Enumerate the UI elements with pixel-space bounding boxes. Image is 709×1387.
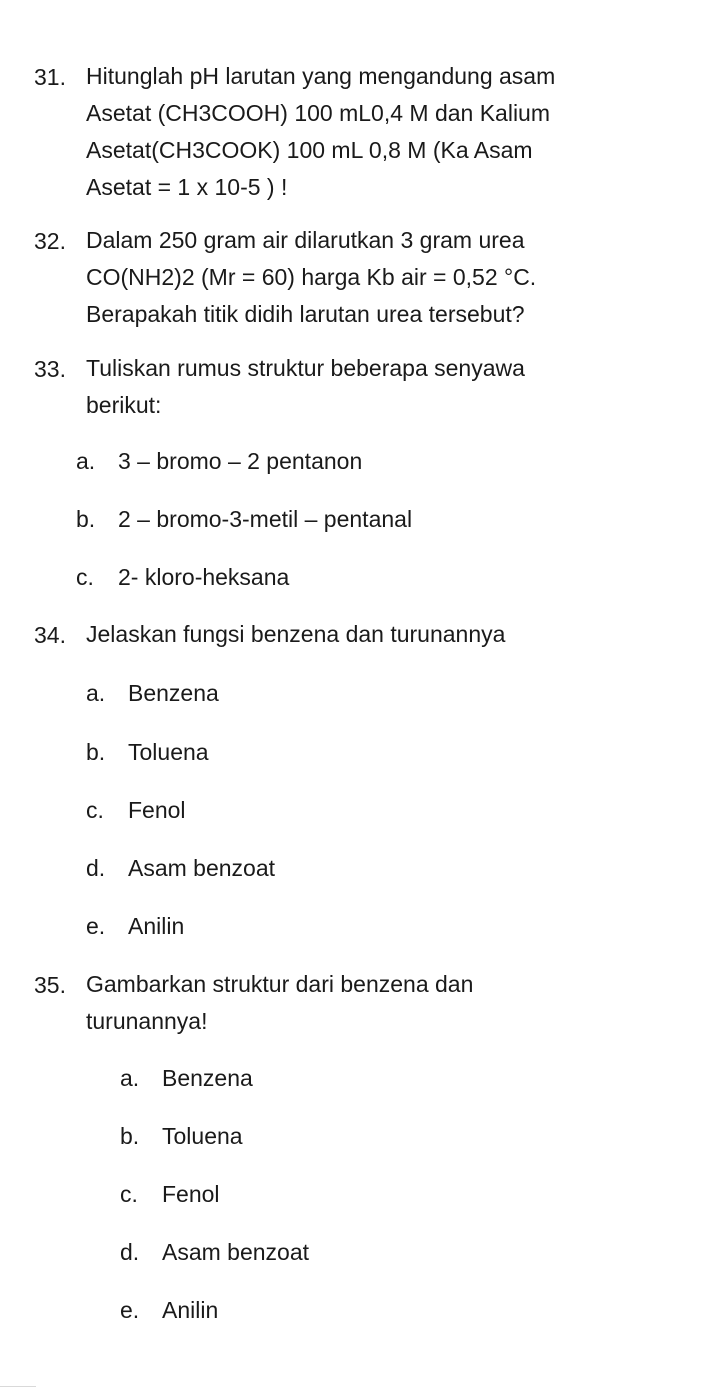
item-text: Benzena — [162, 1065, 253, 1091]
item-letter: c. — [76, 564, 94, 590]
item-text: Fenol — [128, 797, 186, 823]
question-line: Gambarkan struktur dari benzena dan — [86, 971, 474, 997]
item-letter: b. — [76, 506, 96, 532]
item-text: 2 – bromo-3-metil – pentanal — [118, 506, 413, 532]
list-item — [120, 1123, 243, 1150]
question-number: 33. — [34, 356, 66, 382]
question-text — [86, 966, 631, 1040]
question-line: Hitunglah pH larutan yang mengandung asam — [86, 63, 556, 89]
item-text: 3 – bromo – 2 pentanon — [118, 448, 363, 474]
item-text: Fenol — [162, 1181, 220, 1207]
question-line: Berapakah titik didih larutan urea tersebut? — [86, 301, 525, 327]
question-number: 31. — [34, 64, 66, 90]
item-letter: b. — [86, 739, 106, 765]
question-line: Dalam 250 gram air dilarutkan 3 gram urea — [86, 227, 525, 253]
item-text: Toluena — [162, 1123, 243, 1149]
question-line: turunannya! — [86, 1008, 208, 1034]
list-item — [120, 1065, 253, 1092]
list-item — [120, 1239, 309, 1266]
question-text — [86, 58, 631, 206]
item-letter: c. — [86, 797, 104, 823]
question-number: 35. — [34, 972, 66, 998]
list-item — [76, 564, 289, 591]
list-item — [86, 680, 219, 707]
list-item — [86, 855, 275, 882]
item-letter: e. — [120, 1297, 140, 1323]
question-number: 32. — [34, 228, 66, 254]
question-line: CO(NH2)2 (Mr = 60) harga Kb air = 0,52 °C. — [86, 264, 537, 290]
item-text: 2- kloro-heksana — [118, 564, 290, 590]
question-34 — [34, 616, 631, 653]
item-letter: a. — [120, 1065, 140, 1091]
question-line: Asetat(CH3COOK) 100 mL 0,8 M (Ka Asam — [86, 137, 533, 163]
list-item — [86, 797, 186, 824]
list-item — [86, 739, 209, 766]
question-33 — [34, 350, 631, 424]
question-text — [86, 222, 631, 333]
question-32 — [34, 222, 631, 333]
item-text: Toluena — [128, 739, 209, 765]
item-letter: d. — [86, 855, 106, 881]
list-item — [120, 1297, 218, 1324]
item-text: Asam benzoat — [128, 855, 276, 881]
question-text — [86, 616, 631, 653]
item-letter: d. — [120, 1239, 140, 1265]
item-letter: e. — [86, 913, 106, 939]
item-letter: c. — [120, 1181, 138, 1207]
item-text: Benzena — [128, 680, 219, 706]
item-letter: a. — [86, 680, 106, 706]
question-text — [86, 350, 631, 424]
question-line: Asetat = 1 x 10-5 ) ! — [86, 174, 288, 200]
item-letter: b. — [120, 1123, 140, 1149]
question-line: Asetat (CH3COOH) 100 mL0,4 M dan Kalium — [86, 100, 551, 126]
list-item — [76, 506, 412, 533]
question-line: Jelaskan fungsi benzena dan turunannya — [86, 621, 506, 647]
item-text: Anilin — [128, 913, 185, 939]
item-letter: a. — [76, 448, 96, 474]
item-text: Asam benzoat — [162, 1239, 310, 1265]
list-item — [86, 913, 184, 940]
item-text: Anilin — [162, 1297, 219, 1323]
list-item — [76, 448, 362, 475]
question-number: 34. — [34, 622, 66, 648]
question-35 — [34, 966, 631, 1040]
question-31 — [34, 58, 631, 206]
question-line: berikut: — [86, 392, 162, 418]
list-item — [120, 1181, 220, 1208]
question-line: Tuliskan rumus struktur beberapa senyawa — [86, 355, 525, 381]
